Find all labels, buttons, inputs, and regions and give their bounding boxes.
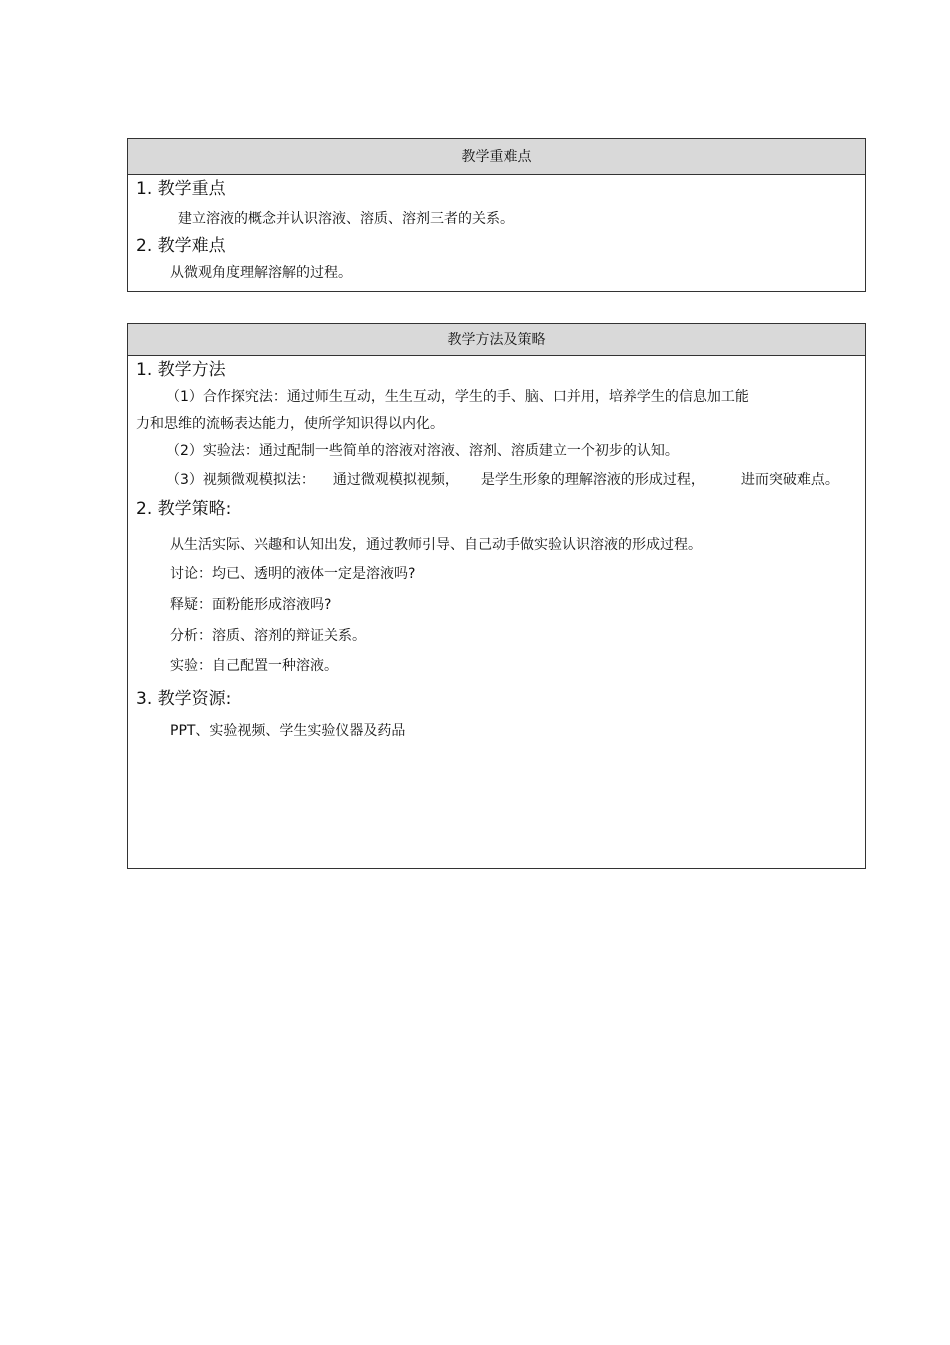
key-points-box xyxy=(127,138,866,292)
strategy-4: 分析：溶质、溶剂的辩证关系。 xyxy=(170,628,366,644)
method-3-part-2: 通过微观模拟视频， xyxy=(332,472,459,488)
methods-header: 教学方法及策略 xyxy=(128,324,865,356)
difficulty-heading: 2. 教学难点 xyxy=(136,236,226,256)
method-3-part-4: 进而突破难点。 xyxy=(740,472,839,488)
strategy-3: 释疑：面粉能形成溶液吗? xyxy=(170,597,332,613)
method-3 xyxy=(166,470,839,490)
key-point-text: 建立溶液的概念并认识溶液、溶质、溶剂三者的关系。 xyxy=(178,211,514,227)
strategy-heading: 2. 教学策略: xyxy=(136,499,232,519)
methods-heading: 1. 教学方法 xyxy=(136,360,226,380)
difficulty-text: 从微观角度理解溶解的过程。 xyxy=(170,265,352,281)
key-point-heading: 1. 教学重点 xyxy=(136,179,226,199)
strategy-2: 讨论：均已、透明的液体一定是溶液吗? xyxy=(170,566,416,582)
key-points-header: 教学重难点 xyxy=(128,139,865,175)
methods-box xyxy=(127,323,866,869)
resources-text: PPT、实验视频、学生实验仪器及药品 xyxy=(170,723,406,739)
resources-heading: 3. 教学资源: xyxy=(136,689,232,709)
method-3-part-1: （3）视频微观模拟法： xyxy=(166,472,315,488)
strategy-5: 实验：自己配置一种溶液。 xyxy=(170,658,338,674)
method-1-line-2: 力和思维的流畅表达能力，使所学知识得以内化。 xyxy=(136,416,444,432)
method-3-part-3: 是学生形象的理解溶液的形成过程， xyxy=(480,472,705,488)
method-2: （2）实验法：通过配制一些简单的溶液对溶液、溶剂、溶质建立一个初步的认知。 xyxy=(166,443,679,459)
method-1-line-1: （1）合作探究法：通过师生互动，生生互动，学生的手、脑、口并用，培养学生的信息加工能 xyxy=(166,389,749,405)
strategy-1: 从生活实际、兴趣和认知出发，通过教师引导、自己动手做实验认识溶液的形成过程。 xyxy=(170,537,702,553)
